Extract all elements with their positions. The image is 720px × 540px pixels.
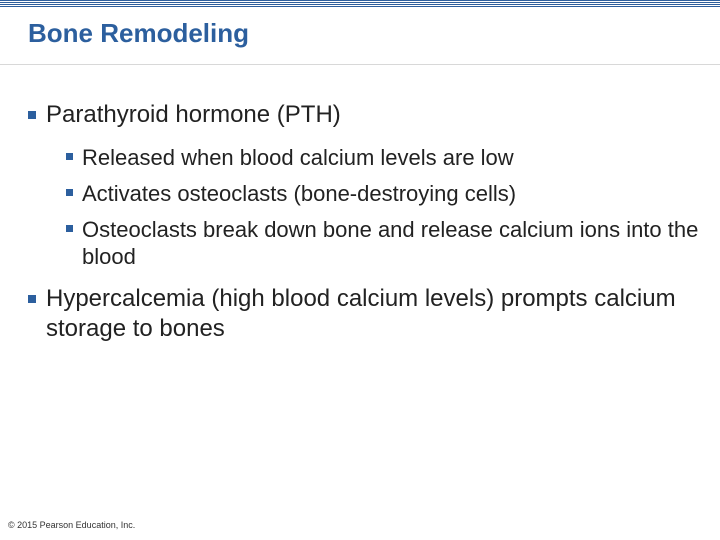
sub-bullet-text: Activates osteoclasts (bone-destroying cells) bbox=[82, 181, 517, 206]
square-bullet-icon bbox=[66, 225, 73, 232]
bullet-pth bbox=[26, 100, 706, 130]
bullet-hypercalcemia bbox=[26, 284, 706, 344]
square-bullet-icon bbox=[66, 189, 73, 196]
bullet-text: Parathyroid hormone (PTH) bbox=[46, 101, 341, 128]
square-bullet-icon bbox=[28, 111, 36, 119]
slide-body bbox=[26, 100, 706, 358]
sub-bullet-released bbox=[64, 144, 706, 171]
copyright-footer: © 2015 Pearson Education, Inc. bbox=[8, 520, 136, 530]
slide-title: Bone Remodeling bbox=[28, 18, 250, 48]
sub-bullet-osteoclasts bbox=[64, 216, 706, 270]
sub-bullet-activates bbox=[64, 180, 706, 207]
header-stripe bbox=[0, 0, 720, 8]
square-bullet-icon bbox=[66, 153, 73, 160]
square-bullet-icon bbox=[28, 295, 36, 303]
title-divider bbox=[0, 64, 720, 65]
sub-bullet-text: Osteoclasts break down bone and release calcium ions into the blood bbox=[82, 217, 699, 269]
bullet-text: Hypercalcemia (high blood calcium levels) prompts calcium storage to bones bbox=[46, 285, 676, 342]
sub-bullet-text: Released when blood calcium levels are low bbox=[82, 145, 514, 170]
